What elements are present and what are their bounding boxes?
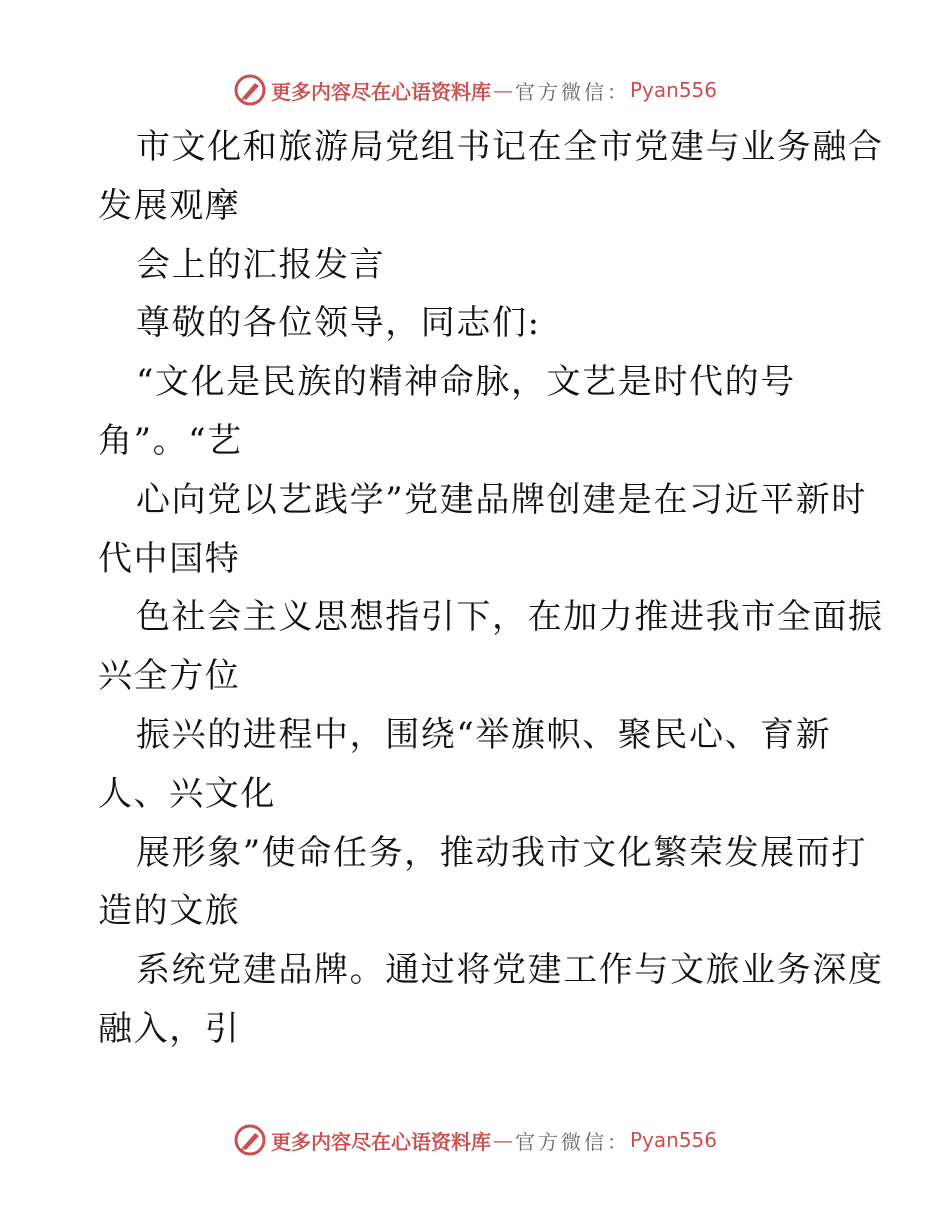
banner-wechat-id: Pyan556 — [629, 78, 717, 102]
text-line: 色社会主义思想指引下，在加力推进我市全面振 — [136, 597, 884, 638]
text-line: 市文化和旅游局党组书记在全市党建与业务融合 — [136, 127, 884, 167]
banner-wechat-label: 官方微信： — [514, 79, 630, 104]
text-line: “文化是民族的精神命脉，文艺是时代的号 — [136, 362, 796, 403]
banner-wechat-label: 官方微信： — [514, 1129, 630, 1154]
text-line: 人、兴文化 — [98, 773, 276, 814]
text-line: 造的文旅 — [98, 891, 241, 932]
document-body — [98, 118, 884, 1059]
banner-dash: — — [492, 1128, 513, 1152]
banner-dash: — — [492, 78, 513, 102]
text-line: 发展观摩 — [98, 185, 241, 226]
banner-main-text: 更多内容尽在心语资料库 — [270, 1129, 491, 1154]
text-line: 角”。“艺 — [98, 420, 243, 461]
text-line: 尊敬的各位领导，同志们: — [136, 303, 541, 344]
text-line: 心向党以艺践学”党建品牌创建是在习近平新时 — [136, 479, 867, 520]
text-line: 振兴的进程中，围绕“举旗帜、聚民心、育新 — [136, 714, 832, 755]
footer-watermark-banner — [0, 1120, 950, 1160]
text-line: 系统党建品牌。通过将党建工作与文旅业务深度 — [136, 950, 884, 991]
banner-main-text: 更多内容尽在心语资料库 — [270, 79, 491, 104]
pen-logo-icon — [233, 73, 267, 107]
text-line: 会上的汇报发言 — [136, 244, 386, 285]
text-line: 融入，引 — [98, 1008, 241, 1049]
header-watermark-banner — [0, 70, 950, 110]
banner-wechat-id: Pyan556 — [629, 1128, 717, 1152]
text-line: 兴全方位 — [98, 656, 241, 697]
pen-logo-icon — [233, 1123, 267, 1157]
text-line: 代中国特 — [98, 538, 241, 579]
text-line: 展形象”使命任务，推动我市文化繁荣发展而打 — [136, 832, 867, 873]
